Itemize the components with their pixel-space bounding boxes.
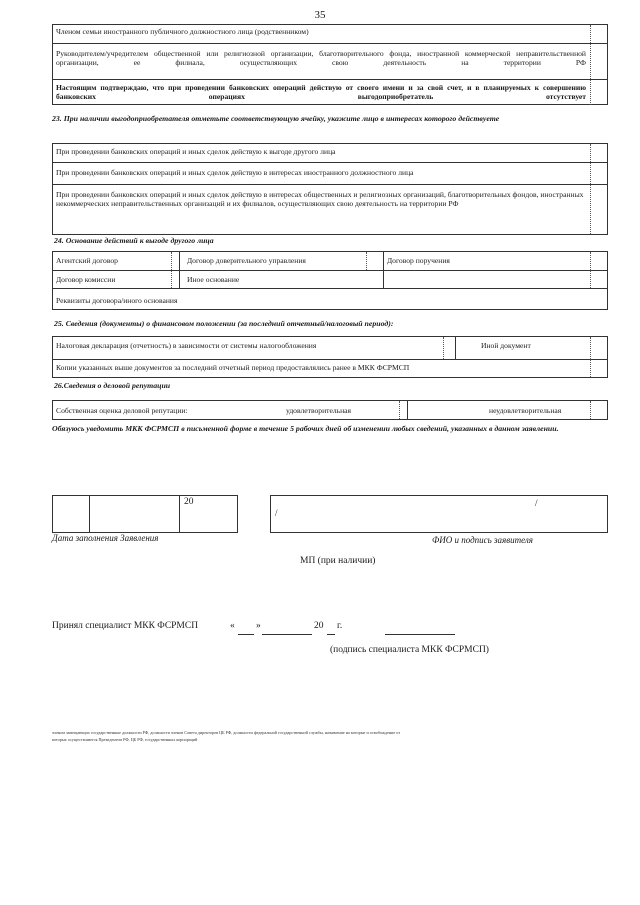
divider [455,337,456,359]
page-number: 35 [314,9,326,21]
divider [89,496,90,532]
date-field[interactable] [52,495,238,533]
row-benefit-ngo: При проведении банковских операций и иных сделок действую в интересах общественных и религиозных организаций, благотворительных фондов, иностранных некоммерческих неправительственных организаций и их филиалов, осуществляющих свою деятельность на территории РФ [56,190,584,208]
basis-commission: Договор комиссии [56,275,116,284]
footnote-line-2: которых осуществляются Президентом РФ, ЦБ РФ, государственных корпораций [52,737,198,742]
fio-signature-field[interactable] [270,495,608,533]
checkbox-copies[interactable] [590,359,591,377]
section-25-table [52,336,608,378]
accepted-year-line[interactable] [327,634,335,635]
checkbox-tax-declaration[interactable] [443,337,444,359]
accepted-date-open: « [230,621,235,631]
divider [53,79,607,80]
checkbox-benefit-ngo[interactable] [590,185,591,234]
divider [53,184,607,185]
date-year: 20 [184,497,194,507]
reputation-label: Собственная оценка деловой репутации: [56,406,188,415]
divider [407,401,408,419]
section-26-title: 26.Сведения о деловой репутации [54,381,171,390]
divider [53,288,607,289]
accepted-signature-line[interactable] [385,634,455,635]
checkbox-unsatisfactory[interactable] [590,401,591,419]
accepted-month-line[interactable] [262,634,312,635]
divider [53,162,607,163]
row-benefit-other: При проведении банковских операций и иных сделок действую к выгоде другого лица [56,147,336,156]
footnote-line-1: членом замещающих государственные должности РФ, должности членов Совета директоров ЦБ РФ, должности федеральной государственной службы, назначение на которые и освобождение от [52,730,401,735]
checkbox-ngo-founder[interactable] [590,44,591,79]
fio-slash-right: / [535,498,538,508]
obligation-text: Обязуюсь уведомить МКК ФСРМСП в письменной форме в течение 5 рабочих дней об изменении любых сведений, указанных в данном заявлении. [52,424,559,433]
checkbox-benefit-other[interactable] [590,144,591,162]
checkbox-family-member[interactable] [590,25,591,43]
checkbox-benefit-official[interactable] [590,163,591,184]
accepted-day-line[interactable] [238,634,254,635]
fio-caption: ФИО и подпись заявителя [432,535,533,545]
basis-assignment: Договор поручения [387,256,450,265]
section-23-table [52,143,608,235]
fin-copies: Копии указанных выше документов за последний отчетный период предоставлялись ранее в МКК ФСРМСП [56,363,410,372]
divider [179,496,180,532]
accepted-year: 20 [314,621,324,631]
accepted-caption: (подпись специалиста МКК ФСРМСП) [330,645,489,655]
stamp-place: МП (при наличии) [300,556,376,566]
reputation-unsatisfactory: неудовлетворительная [489,406,562,415]
fin-other-doc: Иной документ [481,341,531,350]
date-caption: Дата заполнения Заявления [52,533,159,543]
divider [53,359,607,360]
reputation-satisfactory: удовлетворительная [286,406,352,415]
checkbox-trust[interactable] [366,252,367,270]
checkbox-other-doc[interactable] [590,337,591,359]
row-own-behalf: Настоящим подтверждаю, что при проведении банковских операций действую от своего имени и за свой счет, и в планируемых к совершению банковских операциях выгодоприобретатель отсутствует [56,83,586,101]
section-24-title: 24. Основание действий к выгоде другого лица [54,236,214,245]
accepted-date-close: » [256,621,261,631]
basis-trust: Договор доверительного управления [187,256,306,265]
accepted-g: г. [337,621,343,631]
fio-slash-left: / [275,508,278,518]
row-benefit-official: При проведении банковских операций и иных сделок действую в интересах иностранного должностного лица [56,168,414,177]
row-family-member: Членом семьи иностранного публичного должностного лица (родственником) [56,27,309,36]
row-ngo-founder: Руководителем/учредителем общественной или религиозной организации, благотворительного фонда, иностранной коммерческой неправительственной организации, ее филиала, осуществляющих свою деятельность на территории РФ [56,49,586,67]
section-23-title: 23. При наличии выгодоприобретателя отметьте соответствующую ячейку, укажите лицо в интересах которого действуете [52,114,500,123]
checkbox-satisfactory[interactable] [399,401,400,419]
divider [53,270,607,271]
checkbox-other[interactable] [590,270,591,288]
checkbox-assignment[interactable] [590,252,591,270]
basis-requisites: Реквизиты договора/иного основания [56,296,178,305]
fin-tax-declaration: Налоговая декларация (отчетность) в зависимости от системы налогообложения [56,341,317,350]
section-26-table [52,400,608,420]
section-25-title: 25. Сведения (документы) о финансовом положении (за последний отчетный/налоговый период): [54,319,394,328]
basis-agency: Агентский договор [56,256,118,265]
checkbox-own-behalf[interactable] [590,80,591,105]
accepted-label: Принял специалист МКК ФСРМСП [52,621,199,631]
top-rows-table [52,24,608,105]
basis-other: Иное основание [187,275,240,284]
section-24-table [52,251,608,310]
divider [53,43,607,44]
